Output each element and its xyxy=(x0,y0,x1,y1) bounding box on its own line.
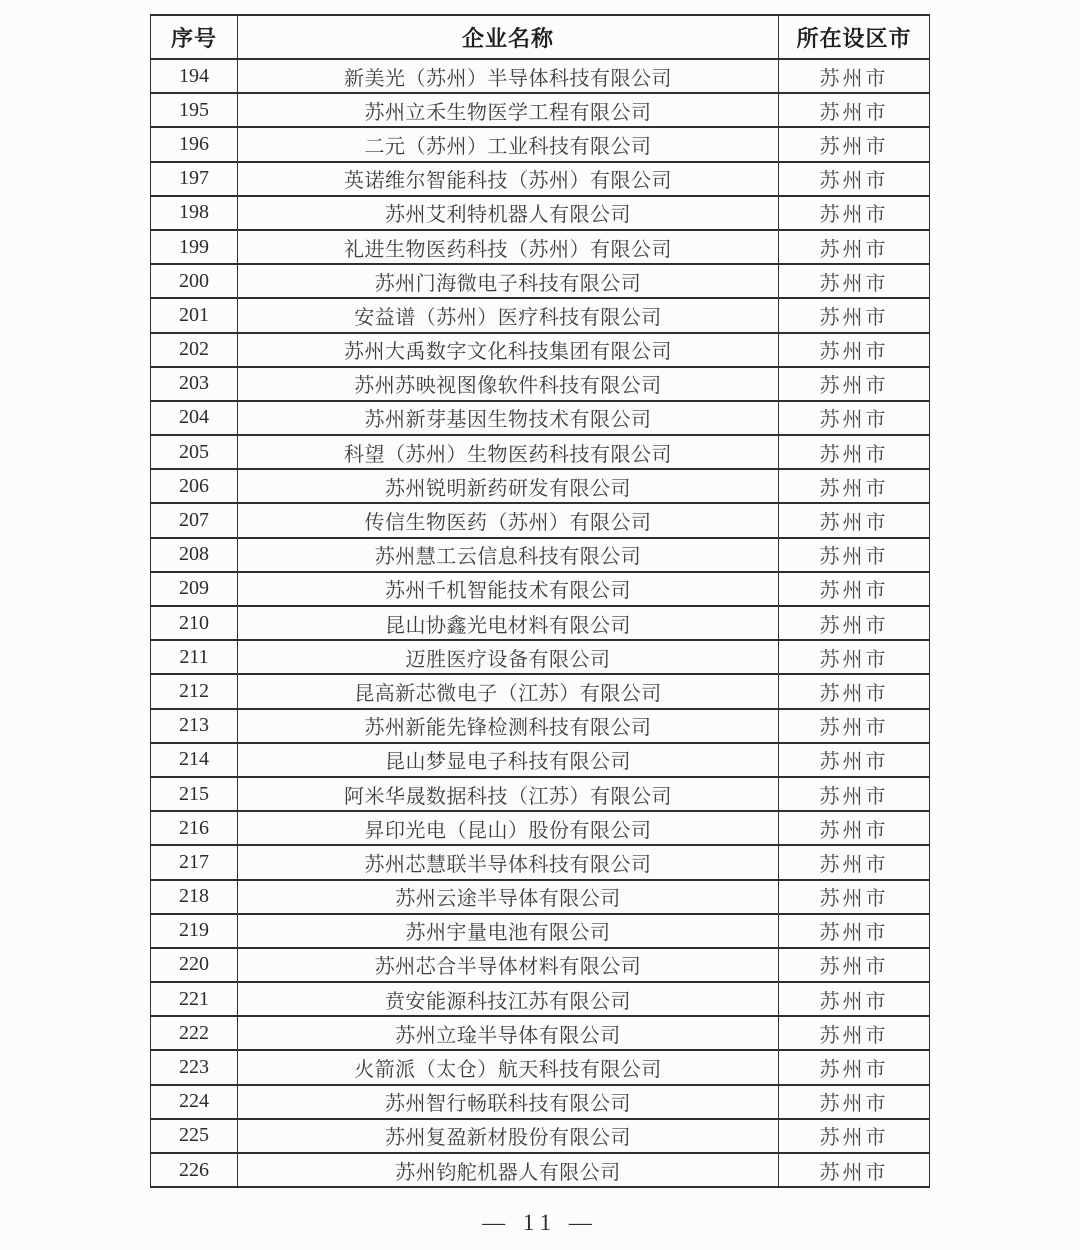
city-cell: 苏州市 xyxy=(779,93,930,127)
row-index-cell: 217 xyxy=(151,845,238,879)
city-cell: 苏州市 xyxy=(779,674,930,708)
city-cell: 苏州市 xyxy=(779,367,930,401)
table-row xyxy=(151,709,930,743)
city-cell: 苏州市 xyxy=(779,127,930,161)
company-name-cell: 昆山梦显电子科技有限公司 xyxy=(238,743,779,777)
table-row xyxy=(151,811,930,845)
table-row xyxy=(151,162,930,196)
table-row xyxy=(151,127,930,161)
table-row xyxy=(151,777,930,811)
table-row xyxy=(151,538,930,572)
table-row xyxy=(151,1119,930,1153)
city-cell: 苏州市 xyxy=(779,469,930,503)
row-index-cell: 204 xyxy=(151,401,238,435)
city-cell: 苏州市 xyxy=(779,264,930,298)
table-row xyxy=(151,880,930,914)
table-row xyxy=(151,59,930,93)
company-name-cell: 苏州立禾生物医学工程有限公司 xyxy=(238,93,779,127)
row-index-cell: 203 xyxy=(151,367,238,401)
company-name-cell: 迈胜医疗设备有限公司 xyxy=(238,640,779,674)
city-cell: 苏州市 xyxy=(779,196,930,230)
table-row xyxy=(151,845,930,879)
table-row xyxy=(151,1085,930,1119)
city-cell: 苏州市 xyxy=(779,606,930,640)
row-index-cell: 205 xyxy=(151,435,238,469)
table-row xyxy=(151,982,930,1016)
table-row xyxy=(151,743,930,777)
row-index-cell: 225 xyxy=(151,1119,238,1153)
city-cell: 苏州市 xyxy=(779,743,930,777)
row-index-cell: 220 xyxy=(151,948,238,982)
row-index-cell: 200 xyxy=(151,264,238,298)
company-name-cell: 阿米华晟数据科技（江苏）有限公司 xyxy=(238,777,779,811)
row-index-cell: 218 xyxy=(151,880,238,914)
company-name-cell: 安益谱（苏州）医疗科技有限公司 xyxy=(238,298,779,332)
city-cell: 苏州市 xyxy=(779,948,930,982)
city-cell: 苏州市 xyxy=(779,333,930,367)
city-cell: 苏州市 xyxy=(779,1016,930,1050)
company-name-cell: 苏州新能先锋检测科技有限公司 xyxy=(238,709,779,743)
company-name-cell: 苏州门海微电子科技有限公司 xyxy=(238,264,779,298)
row-index-cell: 195 xyxy=(151,93,238,127)
table-row xyxy=(151,948,930,982)
table-row xyxy=(151,333,930,367)
company-name-cell: 火箭派（太仓）航天科技有限公司 xyxy=(238,1050,779,1084)
row-index-cell: 224 xyxy=(151,1085,238,1119)
city-cell: 苏州市 xyxy=(779,298,930,332)
city-cell: 苏州市 xyxy=(779,59,930,93)
header-cell-company: 企业名称 xyxy=(238,15,779,59)
row-index-cell: 222 xyxy=(151,1016,238,1050)
company-name-cell: 礼进生物医药科技（苏州）有限公司 xyxy=(238,230,779,264)
city-cell: 苏州市 xyxy=(779,503,930,537)
company-name-cell: 昇印光电（昆山）股份有限公司 xyxy=(238,811,779,845)
city-cell: 苏州市 xyxy=(779,230,930,264)
table-row xyxy=(151,1153,930,1187)
city-cell: 苏州市 xyxy=(779,811,930,845)
company-name-cell: 苏州新芽基因生物技术有限公司 xyxy=(238,401,779,435)
company-name-cell: 苏州钧舵机器人有限公司 xyxy=(238,1153,779,1187)
row-index-cell: 219 xyxy=(151,914,238,948)
table-row xyxy=(151,298,930,332)
city-cell: 苏州市 xyxy=(779,914,930,948)
row-index-cell: 213 xyxy=(151,709,238,743)
row-index-cell: 216 xyxy=(151,811,238,845)
header-cell-index: 序号 xyxy=(151,15,238,59)
company-name-cell: 苏州云途半导体有限公司 xyxy=(238,880,779,914)
city-cell: 苏州市 xyxy=(779,845,930,879)
city-cell: 苏州市 xyxy=(779,401,930,435)
table-row xyxy=(151,401,930,435)
row-index-cell: 206 xyxy=(151,469,238,503)
table-row xyxy=(151,674,930,708)
city-cell: 苏州市 xyxy=(779,777,930,811)
table-header xyxy=(151,15,930,59)
table-row xyxy=(151,435,930,469)
city-cell: 苏州市 xyxy=(779,538,930,572)
row-index-cell: 215 xyxy=(151,777,238,811)
company-name-cell: 昆山协鑫光电材料有限公司 xyxy=(238,606,779,640)
row-index-cell: 221 xyxy=(151,982,238,1016)
row-index-cell: 226 xyxy=(151,1153,238,1187)
row-index-cell: 208 xyxy=(151,538,238,572)
header-cell-city: 所在设区市 xyxy=(779,15,930,59)
table-row xyxy=(151,503,930,537)
company-name-cell: 苏州大禹数字文化科技集团有限公司 xyxy=(238,333,779,367)
city-cell: 苏州市 xyxy=(779,709,930,743)
company-name-cell: 科望（苏州）生物医药科技有限公司 xyxy=(238,435,779,469)
company-name-cell: 新美光（苏州）半导体科技有限公司 xyxy=(238,59,779,93)
company-name-cell: 贲安能源科技江苏有限公司 xyxy=(238,982,779,1016)
company-name-cell: 苏州宇量电池有限公司 xyxy=(238,914,779,948)
company-name-cell: 昆高新芯微电子（江苏）有限公司 xyxy=(238,674,779,708)
city-cell: 苏州市 xyxy=(779,572,930,606)
company-name-cell: 苏州立琻半导体有限公司 xyxy=(238,1016,779,1050)
company-name-cell: 苏州慧工云信息科技有限公司 xyxy=(238,538,779,572)
row-index-cell: 211 xyxy=(151,640,238,674)
city-cell: 苏州市 xyxy=(779,1085,930,1119)
city-cell: 苏州市 xyxy=(779,435,930,469)
table-row xyxy=(151,640,930,674)
company-name-cell: 苏州艾利特机器人有限公司 xyxy=(238,196,779,230)
table-row xyxy=(151,572,930,606)
city-cell: 苏州市 xyxy=(779,880,930,914)
company-name-cell: 苏州苏映视图像软件科技有限公司 xyxy=(238,367,779,401)
company-name-cell: 二元（苏州）工业科技有限公司 xyxy=(238,127,779,161)
row-index-cell: 196 xyxy=(151,127,238,161)
city-cell: 苏州市 xyxy=(779,640,930,674)
table-row xyxy=(151,367,930,401)
company-name-cell: 苏州复盈新材股份有限公司 xyxy=(238,1119,779,1153)
company-name-cell: 苏州芯合半导体材料有限公司 xyxy=(238,948,779,982)
row-index-cell: 197 xyxy=(151,162,238,196)
row-index-cell: 199 xyxy=(151,230,238,264)
page-number: — 11 — xyxy=(482,1210,598,1235)
row-index-cell: 194 xyxy=(151,59,238,93)
header-row xyxy=(151,15,930,59)
table-row xyxy=(151,606,930,640)
row-index-cell: 209 xyxy=(151,572,238,606)
city-cell: 苏州市 xyxy=(779,162,930,196)
table-row xyxy=(151,469,930,503)
row-index-cell: 198 xyxy=(151,196,238,230)
table-row xyxy=(151,914,930,948)
table-row xyxy=(151,230,930,264)
table-row xyxy=(151,264,930,298)
company-name-cell: 苏州千机智能技术有限公司 xyxy=(238,572,779,606)
row-index-cell: 201 xyxy=(151,298,238,332)
row-index-cell: 210 xyxy=(151,606,238,640)
table-row xyxy=(151,1050,930,1084)
company-name-cell: 苏州锐明新药研发有限公司 xyxy=(238,469,779,503)
row-index-cell: 214 xyxy=(151,743,238,777)
enterprise-table xyxy=(150,14,930,1188)
city-cell: 苏州市 xyxy=(779,1050,930,1084)
table-body xyxy=(151,59,930,1187)
company-name-cell: 传信生物医药（苏州）有限公司 xyxy=(238,503,779,537)
table-row xyxy=(151,196,930,230)
company-name-cell: 苏州芯慧联半导体科技有限公司 xyxy=(238,845,779,879)
row-index-cell: 207 xyxy=(151,503,238,537)
row-index-cell: 223 xyxy=(151,1050,238,1084)
city-cell: 苏州市 xyxy=(779,982,930,1016)
city-cell: 苏州市 xyxy=(779,1119,930,1153)
row-index-cell: 212 xyxy=(151,674,238,708)
company-name-cell: 英诺维尔智能科技（苏州）有限公司 xyxy=(238,162,779,196)
company-name-cell: 苏州智行畅联科技有限公司 xyxy=(238,1085,779,1119)
row-index-cell: 202 xyxy=(151,333,238,367)
table-row xyxy=(151,1016,930,1050)
table-row xyxy=(151,93,930,127)
city-cell: 苏州市 xyxy=(779,1153,930,1187)
